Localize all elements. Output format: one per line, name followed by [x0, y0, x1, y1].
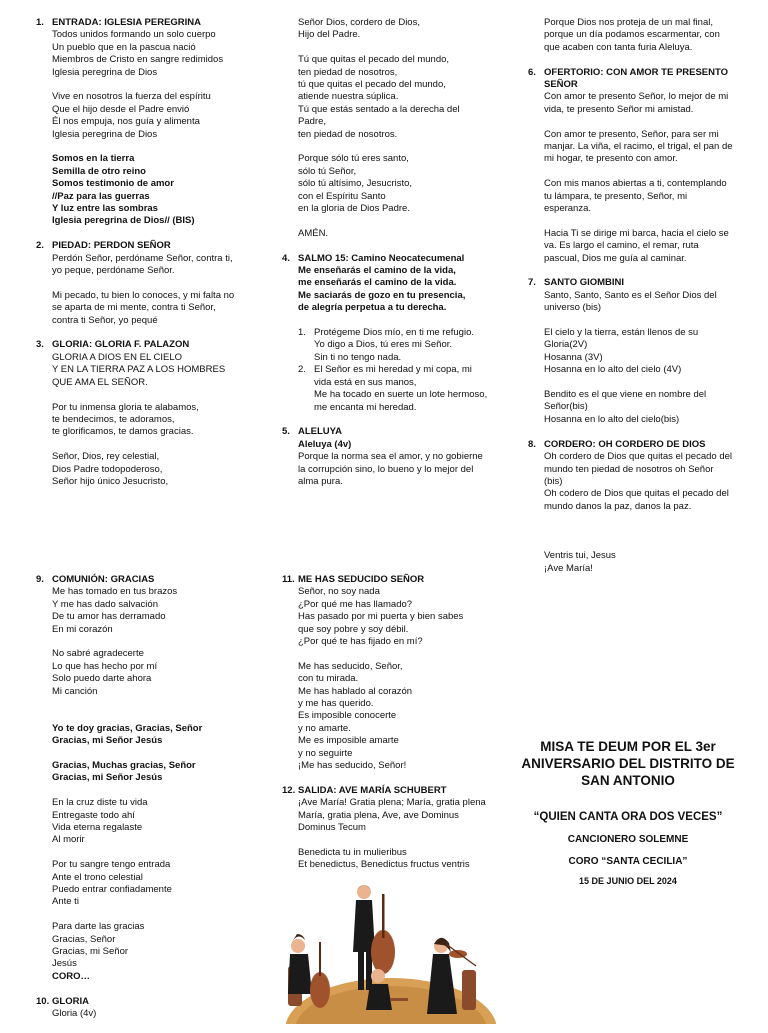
- lyric-line: Et benedictus, Benedictus fructus ventris: [298, 859, 470, 871]
- section-title: ME HAS SEDUCIDO SEÑOR: [298, 574, 425, 585]
- section-gloria: [36, 339, 258, 488]
- section-number: 8.: [528, 438, 536, 450]
- lyric-line: No sabré agradecerte: [52, 648, 144, 660]
- lyric-line: Padre,: [298, 116, 326, 128]
- lyric-line: Me has hablado al corazón: [298, 685, 413, 697]
- lyric-line: y me has querido.: [298, 698, 374, 710]
- section-subtitle: Aleluya (4v): [298, 438, 352, 450]
- column-middle-lower: [282, 574, 504, 884]
- blank-line: [298, 835, 504, 847]
- lyric-line: Iglesia peregrina de Dios: [52, 66, 158, 78]
- blank-line: [52, 909, 258, 921]
- lyric-line: Señor, Dios, rey celestial,: [52, 451, 160, 463]
- lyric-line: de alegría perpetua a tu derecha.: [298, 302, 447, 314]
- lyrics: [544, 17, 753, 54]
- lyric-line: Con mis manos abiertas a ti, contemplando: [544, 178, 727, 190]
- lyric-line: CORO…: [52, 970, 90, 982]
- lyric-line: Protégeme Dios mío, en ti me refugio.: [314, 327, 474, 339]
- verse-2: [298, 364, 504, 414]
- lyrics: [52, 29, 258, 227]
- cover-title-line2: ANIVERSARIO DEL DISTRITO DE: [521, 756, 735, 771]
- section-title: OFERTORIO: CON AMOR TE PRESENTO: [544, 66, 729, 78]
- lyrics: [298, 586, 504, 772]
- lyric-line: va. Es largo el camino, el remar, ruta: [544, 240, 699, 252]
- blank-line: [52, 748, 258, 760]
- section-gloria-final: [36, 996, 258, 1021]
- blank-line: [544, 377, 753, 389]
- aleluya-continued: [528, 17, 753, 54]
- blank-line: [52, 389, 258, 401]
- section-entrada: [36, 17, 258, 228]
- lyric-line: mi hogar, te presento con amor.: [544, 153, 678, 165]
- lyric-line: Iglesia peregrina de Dios// (BIS): [52, 215, 195, 227]
- lyric-line: tú que quitas el pecado del mundo,: [298, 79, 446, 91]
- lyric-line: Señor hijo único Jesucristo,: [52, 475, 169, 487]
- lyric-line: Somos testimonio de amor: [52, 178, 174, 190]
- lyric-line: El cielo y la tierra, están llenos de su: [544, 327, 699, 339]
- lyric-line: El Señor es mi heredad y mi copa, mi: [314, 364, 472, 376]
- lyric-line: Gloria (4v): [52, 1008, 97, 1020]
- lyric-line: Me enseñarás el camino de la vida,: [298, 265, 456, 277]
- lyric-line: Todos unidos formando un solo cuerpo: [52, 29, 216, 41]
- lyric-line: ten piedad de nosotros.: [298, 128, 398, 140]
- blank-line: [544, 215, 753, 227]
- lyric-line: Yo te doy gracias, Gracias, Señor: [52, 722, 203, 734]
- lyric-line: Me ha tocado en suerte un lote hermoso,: [314, 389, 488, 401]
- lyric-line: Porque sólo tú eres santo,: [298, 153, 409, 165]
- lyric-line: Para darte las gracias: [52, 921, 145, 933]
- lyric-line: porque un día podamos escarmentar, con: [544, 29, 720, 41]
- musicians-illustration: [286, 880, 496, 1024]
- lyric-line: que acaben con tanta furia Aleluya.: [544, 41, 693, 53]
- lyric-line: Hijo del Padre.: [298, 29, 361, 41]
- lyric-line: Porque Dios nos proteja de un mal final,: [544, 17, 713, 28]
- section-title: SALMO 15: Camino Neocatecumenal: [298, 252, 465, 264]
- lyric-line: Señor, no soy nada: [298, 586, 380, 598]
- lyric-line: Hosanna en lo alto del cielo (4V): [544, 364, 682, 376]
- blank-line: [544, 166, 753, 178]
- lyric-line: vida está en sus manos,: [314, 376, 417, 388]
- lyric-line: Mi pecado, tu bien lo conoces, y mi falta no: [52, 289, 235, 301]
- section-number: 2.: [36, 240, 44, 252]
- section-piedad: [36, 240, 258, 327]
- section-number: 7.: [528, 277, 536, 289]
- blank-line: [544, 315, 753, 327]
- lyric-line: Ventris tui, Jesus: [544, 550, 616, 562]
- lyric-line: mundo ten piedad de nosotros oh Señor: [544, 463, 714, 475]
- blank-line: [298, 42, 504, 54]
- lyric-line: GLORIA A DIOS EN EL CIELO: [52, 351, 183, 363]
- lyric-line: pascual, Dios me guía al caminar.: [544, 252, 687, 264]
- lyric-line: Porque la norma sea el amor, y no gobierne: [298, 451, 483, 463]
- lyrics: [52, 352, 258, 488]
- lyric-line: manjar. La viña, el racimo, el trigal, el pan de: [544, 141, 733, 153]
- lyric-line: sólo tú altísimo, Jesucristo,: [298, 178, 413, 190]
- lyric-line: Tú que quitas el pecado del mundo,: [298, 54, 450, 66]
- lyric-line: Él nos empuja, nos guía y alimenta: [52, 116, 200, 128]
- lyric-line: en la gloria de Dios Padre.: [298, 203, 410, 215]
- lyric-line: ¿Por qué te has fijado en mí?: [298, 636, 423, 648]
- lyric-line: con el Espíritu Santo: [298, 190, 386, 202]
- lyrics: [52, 253, 258, 327]
- blank-line: [544, 538, 753, 550]
- lyric-line: Gracias, mi Señor Jesús: [52, 772, 163, 784]
- lyric-line: ten piedad de nosotros,: [298, 66, 398, 78]
- lyric-line: Y luz entre las sombras: [52, 203, 158, 215]
- blank-line: [52, 439, 258, 451]
- column-middle: [282, 17, 504, 501]
- blank-line: [52, 636, 258, 648]
- lyric-line: Benedicta tu in mulieribus: [298, 846, 407, 858]
- lyric-line: Dios Padre todopoderoso,: [52, 463, 163, 475]
- lyric-line: tu lámpara, te presento, Señor, mi: [544, 190, 688, 202]
- lyric-line: Lo que has hecho por mí: [52, 660, 158, 672]
- lyric-line: (bis): [544, 475, 563, 487]
- lyric-line: alma pura.: [298, 475, 343, 487]
- lyrics: [52, 586, 258, 983]
- lyric-line: universo (bis): [544, 302, 602, 314]
- lyric-line: Has pasado por mi puerta y bien sabes: [298, 611, 464, 623]
- blank-line: [52, 785, 258, 797]
- lyric-line: Bendito es el que viene en nombre del: [544, 389, 707, 401]
- lyrics: [52, 1008, 258, 1020]
- section-title: CORDERO: OH CORDERO DE DIOS: [544, 438, 706, 450]
- lyric-line: yo peque, perdóname Señor.: [52, 265, 175, 277]
- lyric-line: QUE AMA EL SEÑOR.: [52, 376, 148, 388]
- lyric-line: Con amor te presento, Señor, para ser mi: [544, 128, 719, 140]
- section-number: 5.: [282, 426, 290, 438]
- blank-line: [544, 513, 753, 525]
- blank-line: [52, 698, 258, 710]
- section-title: PIEDAD: PERDON SEÑOR: [52, 240, 171, 252]
- lyric-line: Al morir: [52, 834, 85, 846]
- lyric-line: Semilla de otro reino: [52, 165, 146, 177]
- section-title: ALELUYA: [298, 426, 342, 438]
- section-seducido: [282, 574, 504, 772]
- lyric-line: y no amarte.: [298, 722, 351, 734]
- section-number: 4.: [282, 252, 290, 264]
- lyric-line: Yo digo a Dios, tú eres mi Señor.: [314, 339, 453, 351]
- lyric-line: Dominus Tecum: [298, 822, 366, 834]
- blank-line: [298, 215, 504, 227]
- lyric-line: Gracias, mi Señor Jesús: [52, 735, 163, 747]
- section-number: 11.: [282, 574, 295, 585]
- lyric-line: AMÉN.: [298, 227, 329, 239]
- lyric-line: ¡Me has seducido, Señor!: [298, 760, 407, 772]
- lyric-line: Oh cordero de Dios que quitas el pecado del: [544, 451, 733, 463]
- lyric-line: ¡Ave María! Gratia plena; María, gratia plena: [298, 797, 486, 809]
- section-title: GLORIA: GLORIA F. PALAZON: [52, 339, 190, 351]
- cover-block: [505, 738, 751, 888]
- cover-date: 15 DE JUNIO DEL 2024: [579, 876, 677, 886]
- lyric-line: sólo tú Señor,: [298, 165, 357, 177]
- verse-number: 2.: [298, 364, 306, 376]
- blank-line: [52, 277, 258, 289]
- lyric-line: Es imposible conocerte: [298, 710, 397, 722]
- blank-line: [52, 141, 258, 153]
- lyric-line: Gracias, mi Señor: [52, 946, 129, 958]
- lyrics: [314, 327, 504, 364]
- lyrics: [544, 290, 753, 426]
- lyric-line: te glorificamos, te damos gracias.: [52, 426, 194, 438]
- lyric-line: Vive en nosotros la fuerza del espíritu: [52, 91, 211, 103]
- lyric-line: con tu mirada.: [298, 673, 359, 685]
- lyric-line: Entregaste todo ahí: [52, 809, 135, 821]
- lyrics: [298, 451, 504, 488]
- section-title: GLORIA: [52, 995, 89, 1007]
- lyric-line: Por tu sangre tengo entrada: [52, 859, 171, 871]
- lyric-line: Gracias, Muchas gracias, Señor: [52, 760, 196, 772]
- section-number: 10.: [36, 995, 50, 1007]
- section-santo: [528, 277, 753, 426]
- section-number: 9.: [36, 574, 44, 585]
- lyric-line: Mi canción: [52, 685, 98, 697]
- verse-1: [298, 327, 504, 364]
- lyric-line: mundo danos la paz, danos la paz.: [544, 500, 692, 512]
- blank-line: [52, 79, 258, 91]
- blank-line: [52, 710, 258, 722]
- lyric-line: esperanza.: [544, 203, 592, 215]
- lyric-line: Que el hijo desde el Padre envió: [52, 103, 190, 115]
- lyric-line: y no seguirte: [298, 747, 353, 759]
- lyric-line: Solo puedo darte ahora: [52, 673, 152, 685]
- section-number: 1.: [36, 17, 44, 28]
- section-title: ENTRADA: IGLESIA PEREGRINA: [52, 17, 202, 28]
- lyric-line: María, gratia plena, Ave, ave Dominus: [298, 809, 459, 821]
- cover-quote: “QUIEN CANTA ORA DOS VECES”: [533, 811, 723, 823]
- section-comunion: [36, 574, 258, 983]
- lyrics: [298, 797, 504, 871]
- lyric-line: ¡Ave María!: [544, 562, 593, 574]
- lyrics: [544, 91, 753, 265]
- lyric-line: Miembros de Cristo en sangre redimidos: [52, 54, 224, 66]
- section-title-cont: SEÑOR: [544, 79, 578, 91]
- section-salida: [282, 785, 504, 872]
- lyric-line: me enseñarás el camino de la vida.: [298, 277, 457, 289]
- lyric-line: De tu amor has derramado: [52, 611, 166, 623]
- lyric-line: Tú que estás sentado a la derecha del: [298, 103, 460, 115]
- lyric-line: Gracias, Señor: [52, 933, 116, 945]
- column-left: [36, 17, 258, 501]
- lyric-line: //Paz para las guerras: [52, 190, 150, 202]
- section-number: 6.: [528, 66, 536, 78]
- lyric-line: En mi corazón: [52, 623, 113, 635]
- refrain: [298, 265, 504, 315]
- lyric-line: que soy pobre y soy débil.: [298, 623, 409, 635]
- lyric-line: Hosanna (3V): [544, 351, 603, 363]
- blank-line: [298, 141, 504, 153]
- lyric-line: Un pueblo que en la pascua nació: [52, 41, 196, 53]
- lyric-line: Ante ti: [52, 896, 79, 908]
- blank-line: [544, 526, 753, 538]
- lyric-line: Me has tomado en tus brazos: [52, 586, 178, 598]
- section-number: 3.: [36, 339, 44, 351]
- lyric-line: Por tu inmensa gloria te alabamos,: [52, 401, 199, 413]
- lyric-line: Hosanna en lo alto del cielo(bis): [544, 413, 680, 425]
- violinist-right: [427, 938, 476, 1014]
- lyric-line: Señor(bis): [544, 401, 588, 413]
- lyric-line: Y EN LA TIERRA PAZ A LOS HOMBRES: [52, 364, 226, 376]
- lyric-line: Me has seducido, Señor,: [298, 660, 403, 672]
- lyric-line: Santo, Santo, Santo es el Señor Dios del: [544, 289, 717, 301]
- section-ofertorio: [528, 67, 753, 265]
- lyric-line: Perdón Señor, perdóname Señor, contra ti,: [52, 252, 233, 264]
- lyric-line: te bendecimos, te adoramos,: [52, 413, 175, 425]
- lyric-line: Y me has dado salvación: [52, 598, 158, 610]
- lyric-line: Iglesia peregrina de Dios: [52, 128, 158, 140]
- section-cordero: [528, 439, 753, 575]
- section-aleluya: [282, 426, 504, 488]
- lyric-line: Somos en la tierra: [52, 153, 135, 165]
- lyric-line: la corrupción sino, lo bueno y lo mejor del: [298, 463, 474, 475]
- lyric-line: Hacia Ti se dirige mi barca, hacia el cielo se: [544, 227, 729, 239]
- verse-number: 1.: [298, 327, 306, 339]
- lyric-line: ¿Por qué me has llamado?: [298, 598, 413, 610]
- gloria-continued: [282, 17, 504, 240]
- blank-line: [298, 648, 504, 660]
- cover-choir: CORO “SANTA CECILIA”: [568, 856, 688, 867]
- lyric-line: vida, te presento Señor mi amistad.: [544, 103, 694, 115]
- lyric-line: Sin ti no tengo nada.: [314, 351, 402, 363]
- lyric-line: atiende nuestra súplica.: [298, 91, 399, 103]
- blank-line: [544, 116, 753, 128]
- lyric-line: me encanta mi heredad.: [314, 401, 417, 413]
- section-number: 12.: [282, 784, 296, 796]
- lyric-line: Vida eterna regalaste: [52, 822, 143, 834]
- section-title: SANTO GIOMBINI: [544, 277, 625, 289]
- lyric-line: Gloria(2V): [544, 339, 588, 351]
- lyric-line: Oh codero de Dios que quitas el pecado del: [544, 488, 729, 500]
- section-title: SALIDA: AVE MARÍA SCHUBERT: [298, 784, 447, 796]
- lyrics: [314, 364, 504, 414]
- cover-subtitle: CANCIONERO SOLEMNE: [567, 834, 689, 845]
- cellist-left: [288, 934, 330, 1008]
- cover-title-line1: MISA TE DEUM POR EL 3er: [540, 739, 716, 754]
- lyric-line: se aparta de mi mente, contra ti Señor,: [52, 302, 216, 314]
- lyric-line: Puedo entrar confiadamente: [52, 884, 172, 896]
- section-title: COMUNIÓN: GRACIAS: [52, 574, 155, 585]
- section-salmo: [282, 253, 504, 414]
- column-right: [528, 17, 753, 588]
- lyrics: [544, 451, 753, 575]
- lyric-line: Me saciarás de gozo en tu presencia,: [298, 289, 466, 301]
- lyric-line: Jesús: [52, 958, 77, 970]
- lyric-line: Con amor te presento Señor, lo mejor de mi: [544, 91, 729, 103]
- lyric-line: contra ti Señor, yo pequé: [52, 314, 158, 326]
- lyric-line: En la cruz diste tu vida: [52, 797, 148, 809]
- column-left-lower: [36, 574, 258, 1033]
- cover-title-line3: SAN ANTONIO: [581, 773, 675, 788]
- lyrics: [298, 17, 504, 240]
- lyric-line: Señor Dios, cordero de Dios,: [298, 17, 420, 28]
- lyric-line: Ante el trono celestial: [52, 871, 143, 883]
- lyric-line: Me es imposible amarte: [298, 735, 399, 747]
- blank-line: [52, 847, 258, 859]
